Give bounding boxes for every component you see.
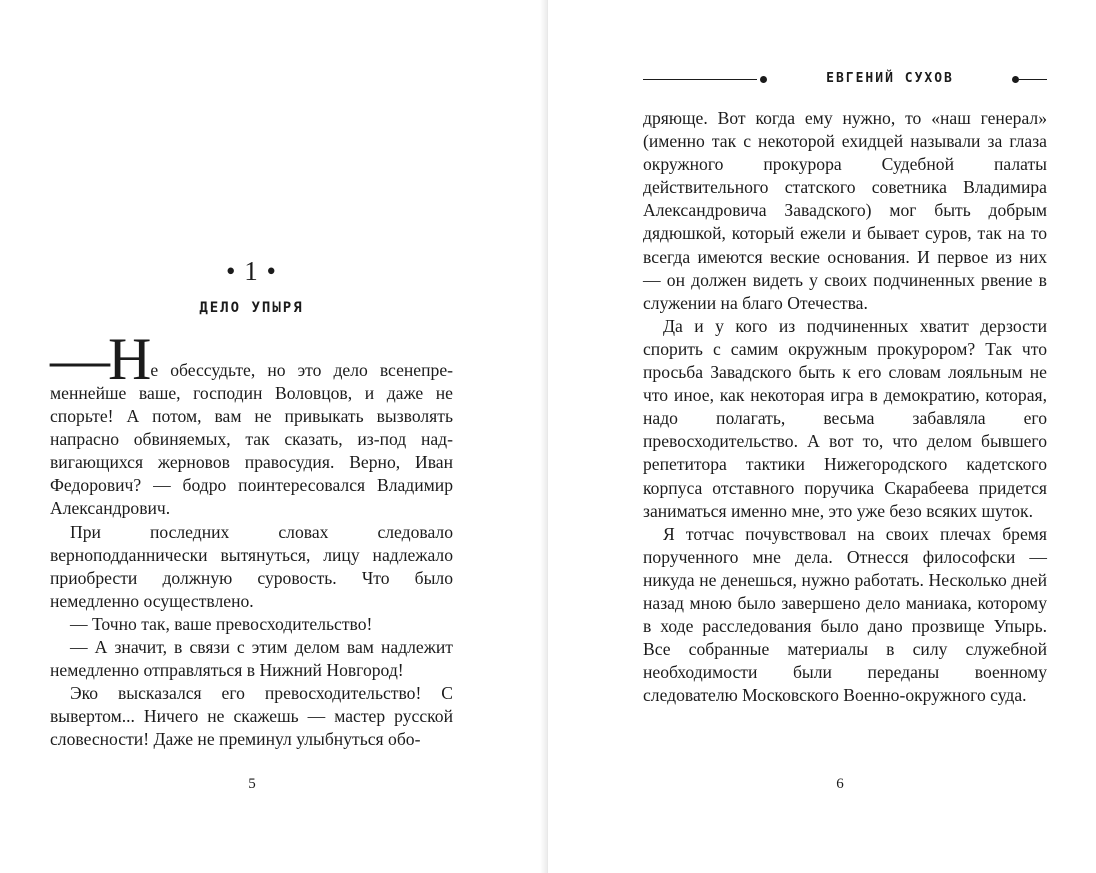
paragraph-5: Эко высказался его превосходительство! С вывертом... Ничего не скажешь — мастер русской словесности! Даже не преминул улыбнуться обо- [50, 683, 453, 750]
drop-cap [50, 326, 150, 392]
paragraph-1: меннейше ваше, господин Воловцов, и даже не спорьте! А потом, вам не привыкать вызволять напрасно обвиняемых, так сказать, из-под надвигающихся жерновов правосудия. Верно, Иван Федорович? — бодро поинтересовался Владимир Александрович. [50, 383, 453, 519]
bullet-icon [1012, 76, 1019, 83]
running-head [643, 70, 1047, 90]
paragraph-4: — А значит, в связи с этим делом вам надлежит немедленно отправляться в Нижний Новгород! [50, 637, 453, 681]
running-head-rule-left [643, 79, 757, 80]
paragraph-3: Я тотчас почувствовал на своих плечах бремя порученного мне дела. Отнесся философски — никуда не денешься, нужно работать. Несколько дней назад мною было завершено дело маниака, которому в ходе расследования было дано прозвище Упырь. Все собранные материалы в силу служебной необходимости были переданы военному следователю Московского Военно-окружного суда. [643, 523, 1047, 706]
chapter-number: • 1 • [226, 256, 277, 286]
page-number-right: 6 [836, 776, 844, 792]
right-page [548, 0, 1096, 873]
bullet-icon [760, 76, 767, 83]
running-head-author: ЕВГЕНИЙ СУХОВ [826, 71, 954, 86]
opening-line [50, 326, 453, 392]
paragraph-2: Да и у кого из подчиненных хватит дерзости спорить с самим окружным прокурором? Так что просьба Завадского быть к его словам лояльным не что иное, как некоторая игра в демократию, которая, надо полагать, весьма забавляла его превосходительство. А вот то, что делом бывшего репетитора тактики Нижегородского кадетского корпуса отставного поручика Скарабеева придется заниматься именно мне, это уже безо всяких шуток. [643, 315, 1047, 521]
left-page-text [50, 326, 453, 752]
right-page-text [643, 107, 1047, 707]
paragraph-3: — Точно так, ваше превосходительство! [70, 613, 373, 634]
opening-line-text: е обессудьте, но это дело всенепре- [150, 359, 453, 380]
paragraph-2: При последних словах следовало верноподданнически вытянуться, лицу надлежало приобрести должную суровость. Что было немедленно осуществлено. [50, 521, 453, 611]
paragraph-1: дряюще. Вот когда ему нужно, то «наш генерал» (именно так с некоторой ехидцей называли за глаза окружного прокурора Судебной палаты действительного статского советника Владимира Александровича Завадского) мог быть добрым дядюшкой, который ежели и бывает суров, так на то всегда имеются веские основания. И первое из них — он должен видеть у своих подчиненных рвение в служении на благо Отечества. [643, 108, 1047, 313]
drop-cap-letter: Н [108, 326, 150, 392]
page-number-left: 5 [248, 776, 256, 792]
drop-cap-dash: — [50, 326, 108, 392]
running-head-rule-right [1019, 79, 1047, 80]
chapter-title: ДЕЛО УПЫРЯ [199, 300, 304, 316]
